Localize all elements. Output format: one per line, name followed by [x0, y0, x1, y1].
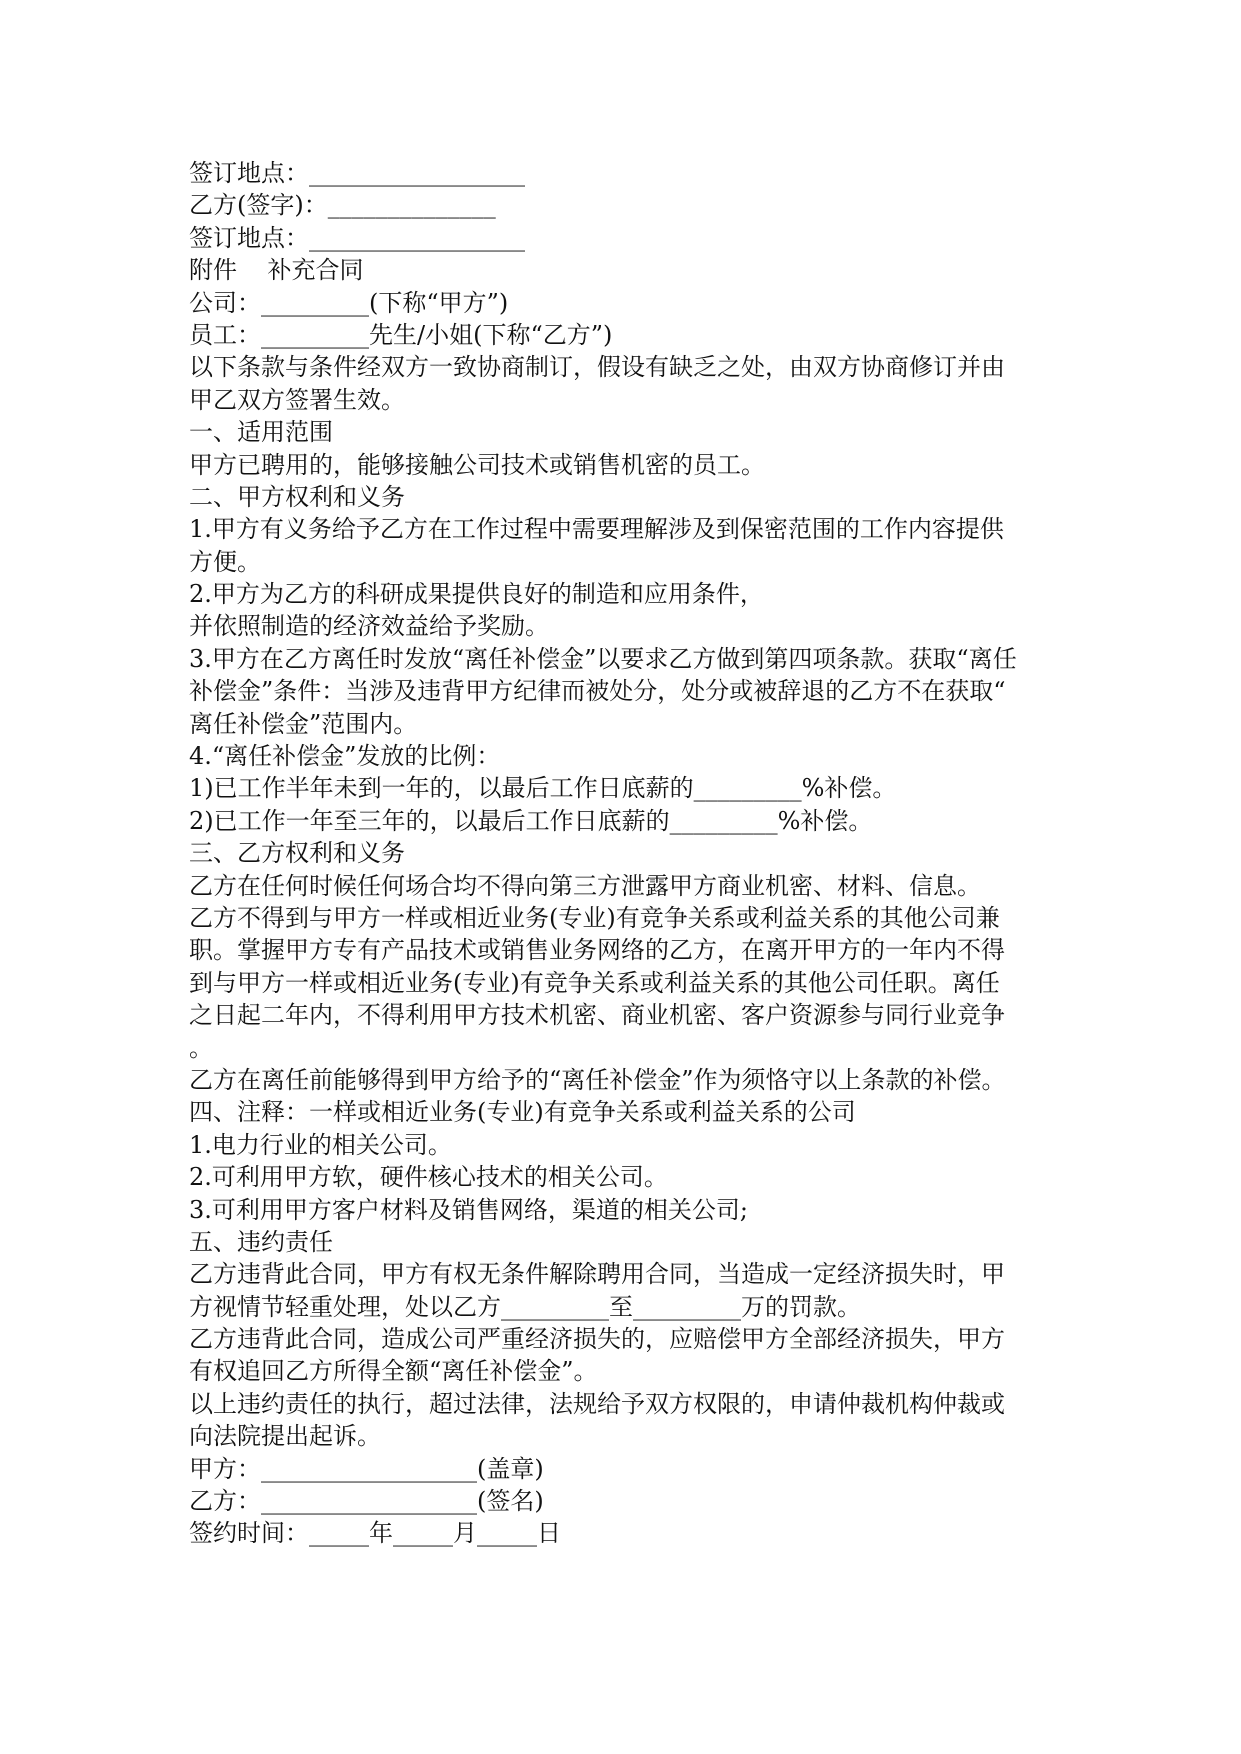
employee-line: 员工：_________先生/小姐(下称“乙方”) — [189, 320, 613, 349]
section-2-item-3-line-2: 补偿金”条件：当涉及违背甲方纪律而被处分，处分或被辞退的乙方不在获取“ — [189, 677, 1006, 706]
section-3-text-2-line-1: 乙方不得到与甲方一样或相近业务(专业)有竞争关系或利益关系的其他公司兼 — [189, 903, 1000, 932]
preamble-line-1: 以下条款与条件经双方一致协商制订，假设有缺乏之处，由双方协商修订并由 — [189, 353, 1005, 382]
section-5-text-1-line-1: 乙方违背此合同，甲方有权无条件解除聘用合同，当造成一定经济损失时，甲 — [189, 1260, 1005, 1289]
section-4-item-1: 1.电力行业的相关公司。 — [189, 1130, 452, 1159]
party-b-sign-line: 乙方：__________________(签名) — [189, 1487, 544, 1516]
section-5-text-2-line-2: 有权追回乙方所得全额“离任补偿金”。 — [189, 1357, 598, 1386]
appendix-title: 附件 补充合同 — [189, 256, 364, 285]
signing-location-line-2: 签订地点：__________________ — [189, 223, 525, 252]
section-3-text-2-line-4: 之日起二年内，不得利用甲方技术机密、商业机密、客户资源参与同行业竞争 — [189, 1001, 1005, 1030]
section-3-text-2-line-3: 到与甲方一样或相近业务(专业)有竞争关系或利益关系的其他公司任职。离任 — [189, 968, 1000, 997]
section-3-heading: 三、乙方权利和义务 — [189, 839, 405, 868]
section-5-text-3-line-1: 以上违约责任的执行，超过法律，法规给予双方权限的，申请仲裁机构仲裁或 — [189, 1389, 1005, 1418]
section-5-heading: 五、违约责任 — [189, 1227, 333, 1256]
section-4-heading: 四、注释：一样或相近业务(专业)有竞争关系或利益关系的公司 — [189, 1098, 856, 1127]
signing-date-line: 签约时间：_____年_____月_____日 — [189, 1519, 561, 1548]
preamble-line-2: 甲乙双方签署生效。 — [189, 385, 405, 414]
section-2-item-2-line-2: 并依照制造的经济效益给予奖励。 — [189, 612, 549, 641]
section-3-text-1: 乙方在任何时候任何场合均不得向第三方泄露甲方商业机密、材料、信息。 — [189, 871, 981, 900]
section-3-text-3: 乙方在离任前能够得到甲方给予的“离任补偿金”作为须恪守以上条款的补偿。 — [189, 1065, 1006, 1094]
compensation-rate-2: 2)已工作一年至三年的，以最后工作日底薪的_________%补偿。 — [189, 806, 873, 835]
section-1-heading: 一、适用范围 — [189, 418, 333, 447]
party-b-signature-line: 乙方(签字)：______________ — [189, 191, 496, 220]
section-2-item-1-line-1: 1.甲方有义务给予乙方在工作过程中需要理解涉及到保密范围的工作内容提供 — [189, 515, 1004, 544]
compensation-rate-1: 1)已工作半年未到一年的，以最后工作日底薪的_________%补偿。 — [189, 774, 897, 803]
company-line: 公司：_________(下称“甲方”) — [189, 288, 509, 317]
section-5-text-2-line-1: 乙方违背此合同，造成公司严重经济损失的，应赔偿甲方全部经济损失，甲方 — [189, 1325, 1005, 1354]
party-a-seal-line: 甲方：__________________(盖章) — [189, 1454, 544, 1483]
contract-body — [189, 157, 1049, 1550]
section-4-item-3: 3.可利用甲方客户材料及销售网络，渠道的相关公司; — [189, 1195, 748, 1224]
section-1-text: 甲方已聘用的，能够接触公司技术或销售机密的员工。 — [189, 450, 765, 479]
section-2-item-1-line-2: 方便。 — [189, 547, 261, 576]
section-5-text-1-line-2: 方视情节轻重处理，处以乙方_________至_________万的罚款。 — [189, 1292, 861, 1321]
section-2-heading: 二、甲方权利和义务 — [189, 482, 405, 511]
section-3-text-2-line-5: 。 — [189, 1033, 213, 1062]
section-5-text-3-line-2: 向法院提出起诉。 — [189, 1422, 381, 1451]
section-2-item-4: 4.“离任补偿金”发放的比例： — [189, 742, 501, 771]
signing-location-line-1: 签订地点：__________________ — [189, 159, 525, 187]
section-3-text-2-line-2: 职。掌握甲方专有产品技术或销售业务网络的乙方，在离开甲方的一年内不得 — [189, 936, 1005, 965]
section-4-item-2: 2.可利用甲方软，硬件核心技术的相关公司。 — [189, 1163, 668, 1192]
section-2-item-3-line-3: 离任补偿金”范围内。 — [189, 709, 418, 738]
section-2-item-3-line-1: 3.甲方在乙方离任时发放“离任补偿金”以要求乙方做到第四项条款。获取“离任 — [189, 644, 1017, 673]
section-2-item-2-line-1: 2.甲方为乙方的科研成果提供良好的制造和应用条件， — [189, 580, 764, 609]
